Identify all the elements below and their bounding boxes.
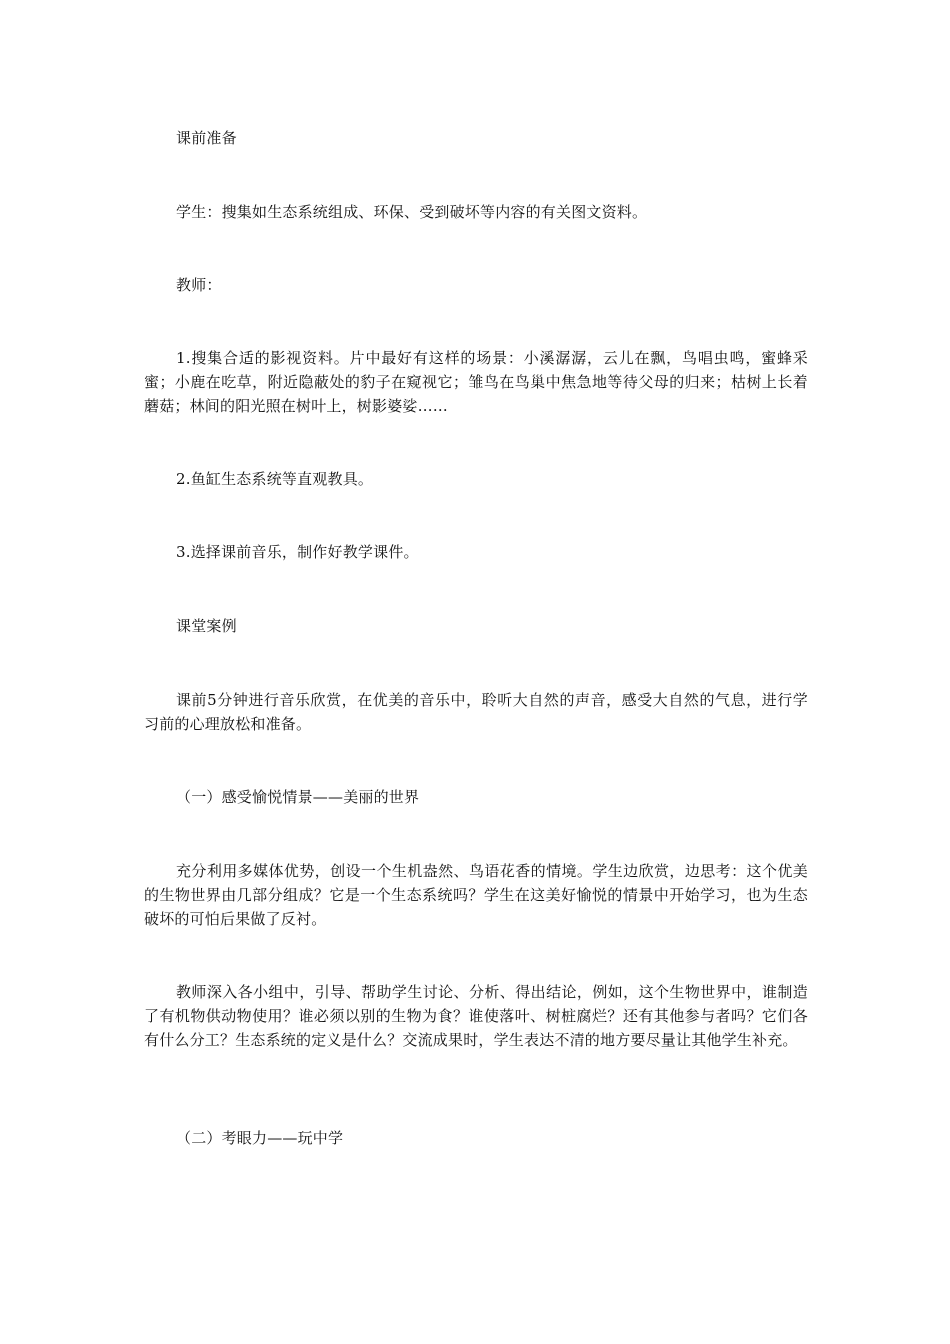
heading-section-one: （一）感受愉悦情景——美丽的世界 xyxy=(176,788,420,806)
paragraph-teacher-item-2: 2.鱼缸生态系统等直观教具。 xyxy=(176,470,374,488)
paragraph-teacher-guidance: 教师深入各小组中，引导、帮助学生讨论、分析、得出结论，例如，这个生物世界中，谁制造了有机物供动物使用？谁必须以别的生物为食？谁使落叶、树桩腐烂？还有其他参与者吗？它们各有什么分工？生态系统的定义是什么？交流成果时，学生表达不清的地方要尽量让其他学生补充。 xyxy=(144,983,808,1049)
heading-section-two: （二）考眼力——玩中学 xyxy=(176,1129,344,1147)
paragraph-student-prep: 学生：搜集如生态系统组成、环保、受到破坏等内容的有关图文资料。 xyxy=(176,203,648,221)
paragraph-teacher-item-1: 1.搜集合适的影视资料。片中最好有这样的场景：小溪潺潺，云儿在飘，鸟唱虫鸣，蜜蜂采蜜；小鹿在吃草，附近隐蔽处的豹子在窥视它；雏鸟在鸟巢中焦急地等待父母的归来；枯树上长着蘑菇；林间的阳光照在树叶上，树影婆娑…… xyxy=(144,349,808,415)
paragraph-teacher-label: 教师： xyxy=(176,276,222,294)
paragraph-music-warmup: 课前5分钟进行音乐欣赏，在优美的音乐中，聆听大自然的声音，感受大自然的气息，进行学习前的心理放松和准备。 xyxy=(144,691,808,733)
heading-class-case: 课堂案例 xyxy=(176,617,237,635)
heading-pre-class-preparation: 课前准备 xyxy=(176,129,237,147)
paragraph-teacher-item-3: 3.选择课前音乐，制作好教学课件。 xyxy=(176,543,419,561)
paragraph-multimedia: 充分利用多媒体优势，创设一个生机盎然、鸟语花香的情境。学生边欣赏，边思考：这个优美的生物世界由几部分组成？它是一个生态系统吗？学生在这美好愉悦的情景中开始学习，也为生态破坏的可怕后果做了反衬。 xyxy=(144,862,808,928)
